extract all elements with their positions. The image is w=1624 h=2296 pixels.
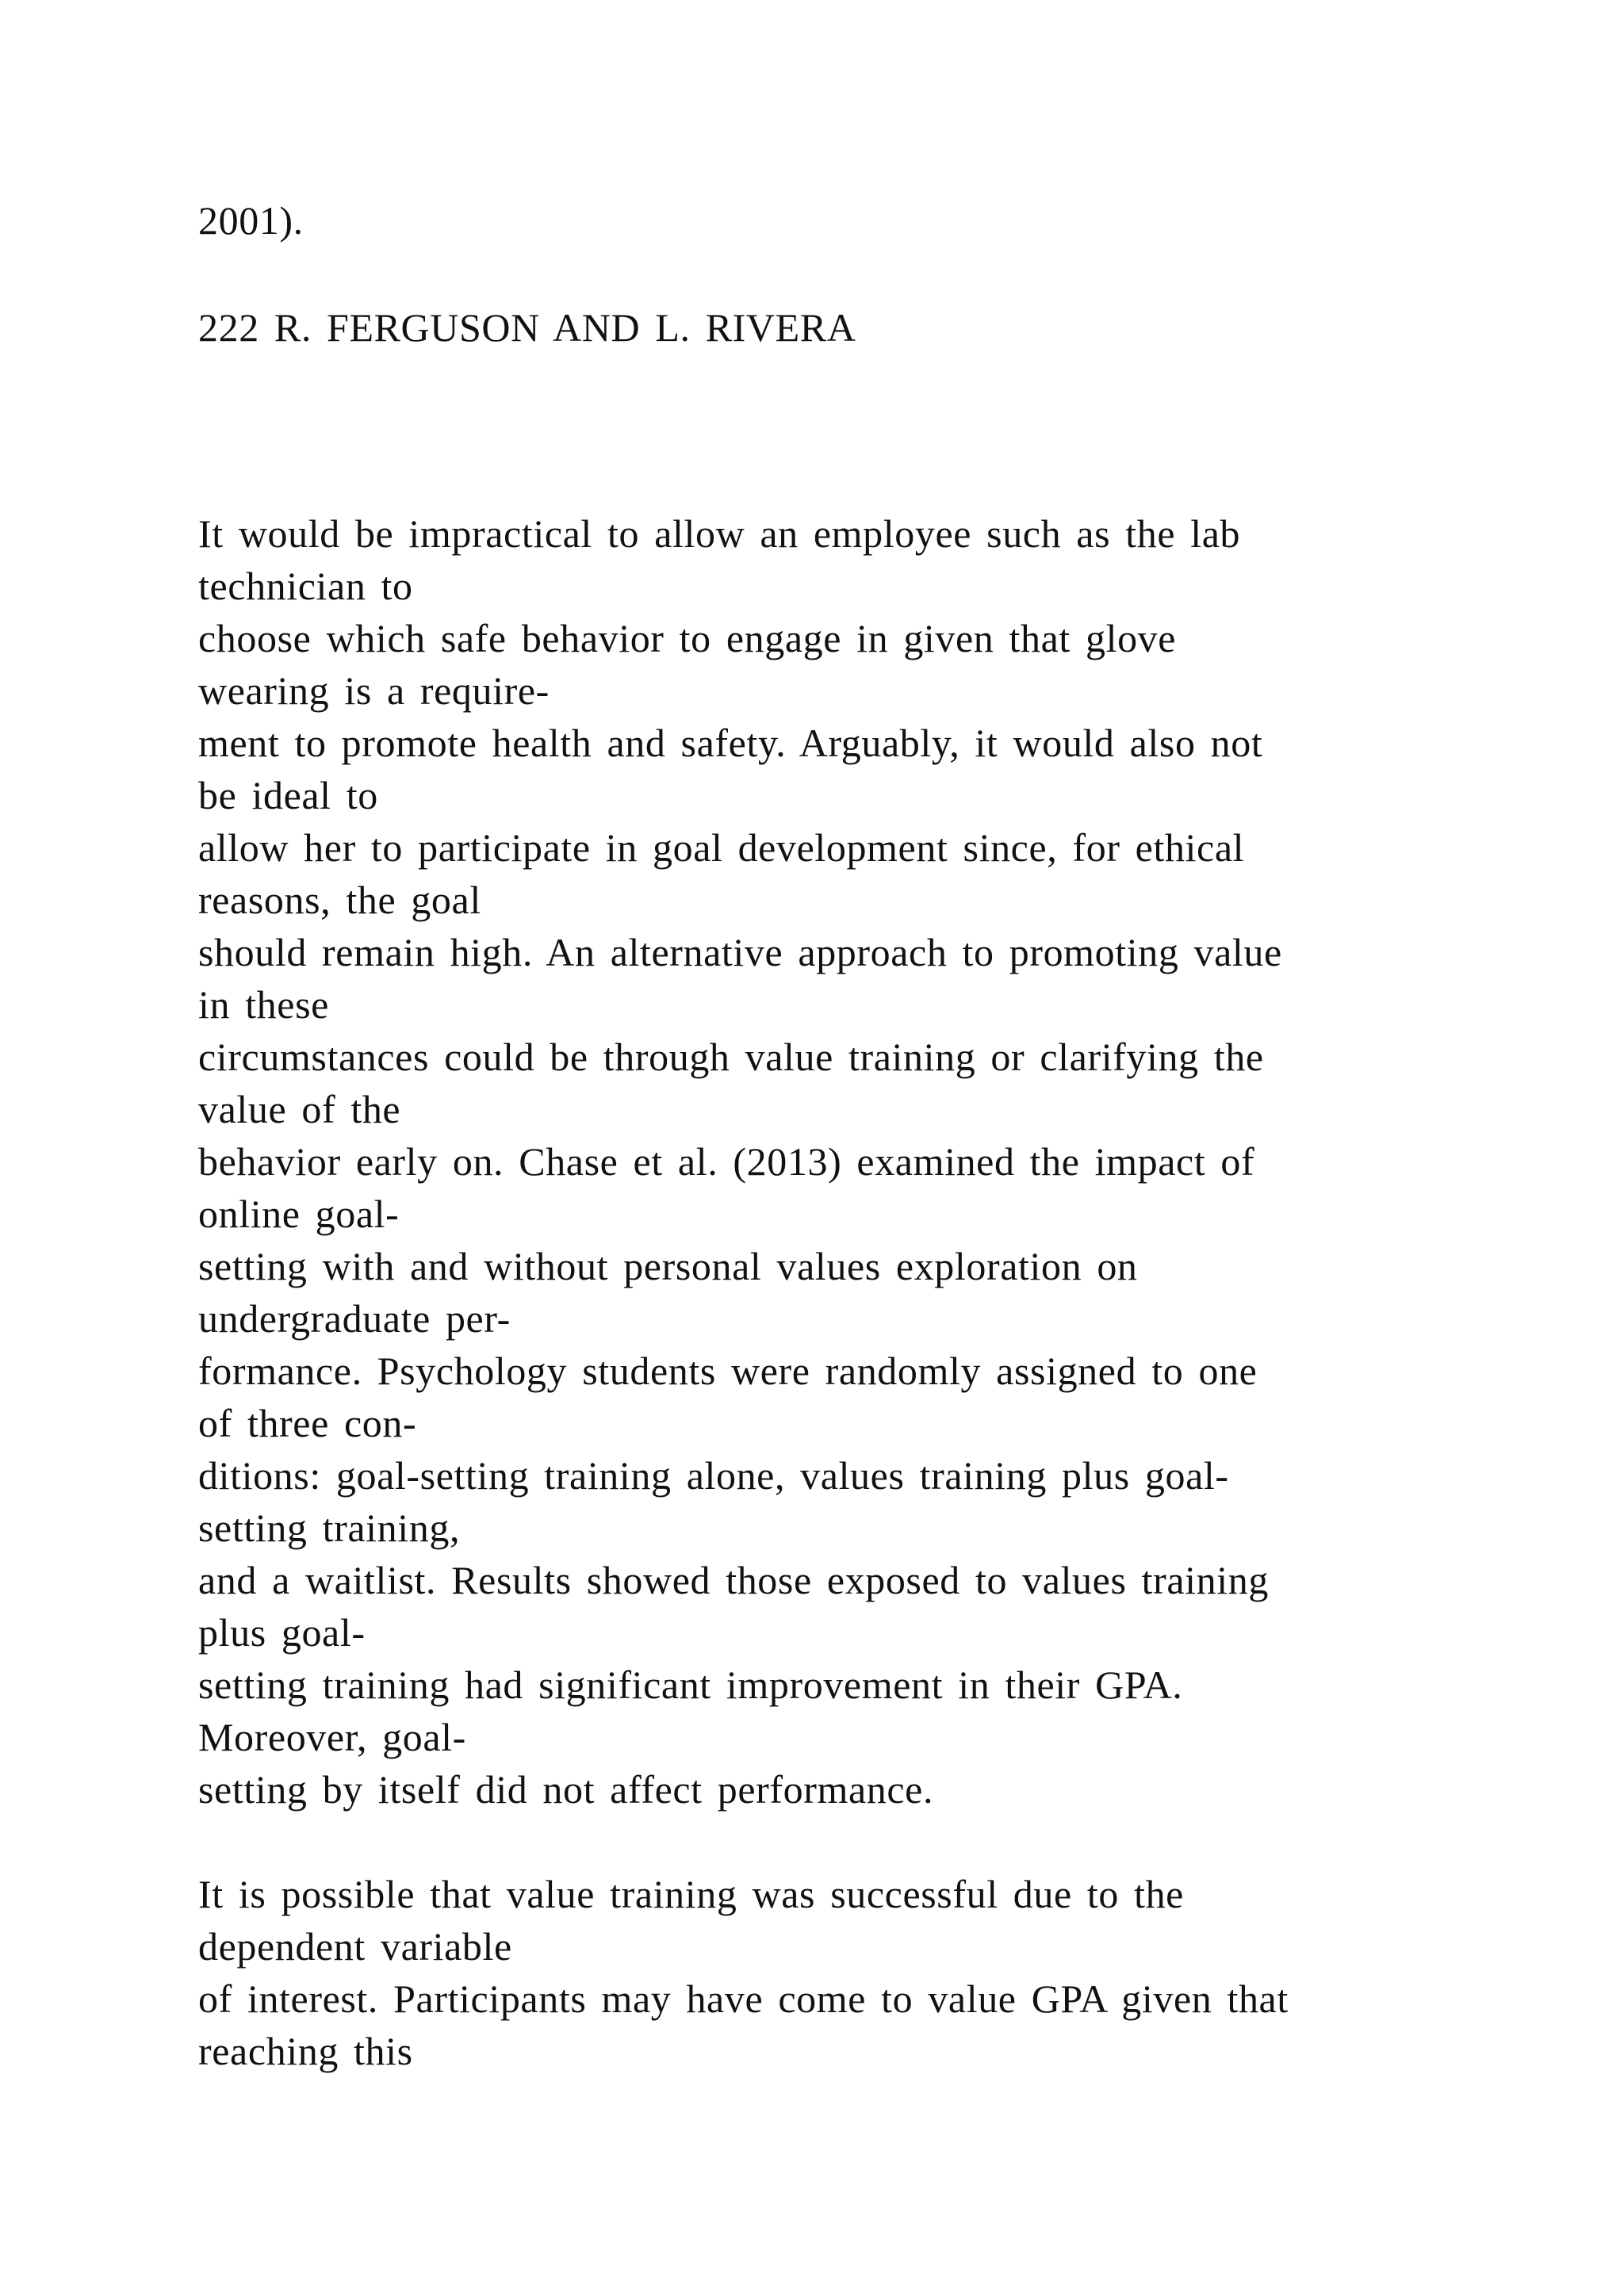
paragraph-line: dependent variable — [198, 1924, 512, 1969]
paragraph-line: value of the — [198, 1087, 401, 1131]
paragraph-line: It is possible that value training was successful due to the — [198, 1872, 1184, 1916]
paragraph-line: should remain high. An alternative approach to promoting value — [198, 930, 1282, 974]
paragraph-line: of interest. Participants may have come to value GPA given that — [198, 1976, 1289, 2021]
paragraph-line: online goal- — [198, 1192, 400, 1236]
paragraph-line: and a waitlist. Results showed those exposed to values training — [198, 1558, 1269, 1602]
paragraph-line: in these — [198, 982, 329, 1027]
paragraph-line: setting training had significant improvement in their GPA. — [198, 1663, 1183, 1707]
running-header: 222 R. FERGUSON AND L. RIVERA — [198, 305, 856, 350]
paragraph-line: setting training, — [198, 1506, 461, 1550]
paragraph-line: circumstances could be through value training or clarifying the — [198, 1035, 1264, 1079]
paragraph-line: reaching this — [198, 2029, 413, 2073]
paragraph-line: setting with and without personal values exploration on — [198, 1244, 1138, 1288]
paragraph-line: wearing is a require- — [198, 668, 550, 713]
paragraph-line: plus goal- — [198, 1610, 366, 1655]
paragraph-line: ment to promote health and safety. Arguably, it would also not — [198, 721, 1263, 765]
paragraph-line: Moreover, goal- — [198, 1715, 466, 1759]
paragraph-line: undergraduate per- — [198, 1296, 511, 1341]
paragraph-line: It would be impractical to allow an employee such as the lab — [198, 511, 1241, 556]
paragraph-line: behavior early on. Chase et al. (2013) examined the impact of — [198, 1139, 1255, 1184]
paragraph-line: setting by itself did not affect performance. — [198, 1767, 934, 1812]
paragraph-line: be ideal to — [198, 773, 378, 817]
paragraph-line: choose which safe behavior to engage in given that glove — [198, 616, 1177, 660]
paragraph-line: ditions: goal-setting training alone, values training plus goal- — [198, 1453, 1229, 1498]
paragraph-line: technician to — [198, 564, 413, 608]
top-fragment: 2001). — [198, 198, 304, 243]
paragraph-line: reasons, the goal — [198, 878, 481, 922]
paragraph-line: formance. Psychology students were randomly assigned to one — [198, 1349, 1258, 1393]
paragraph-line: allow her to participate in goal development since, for ethical — [198, 825, 1245, 870]
paragraph-line: of three con- — [198, 1401, 417, 1445]
